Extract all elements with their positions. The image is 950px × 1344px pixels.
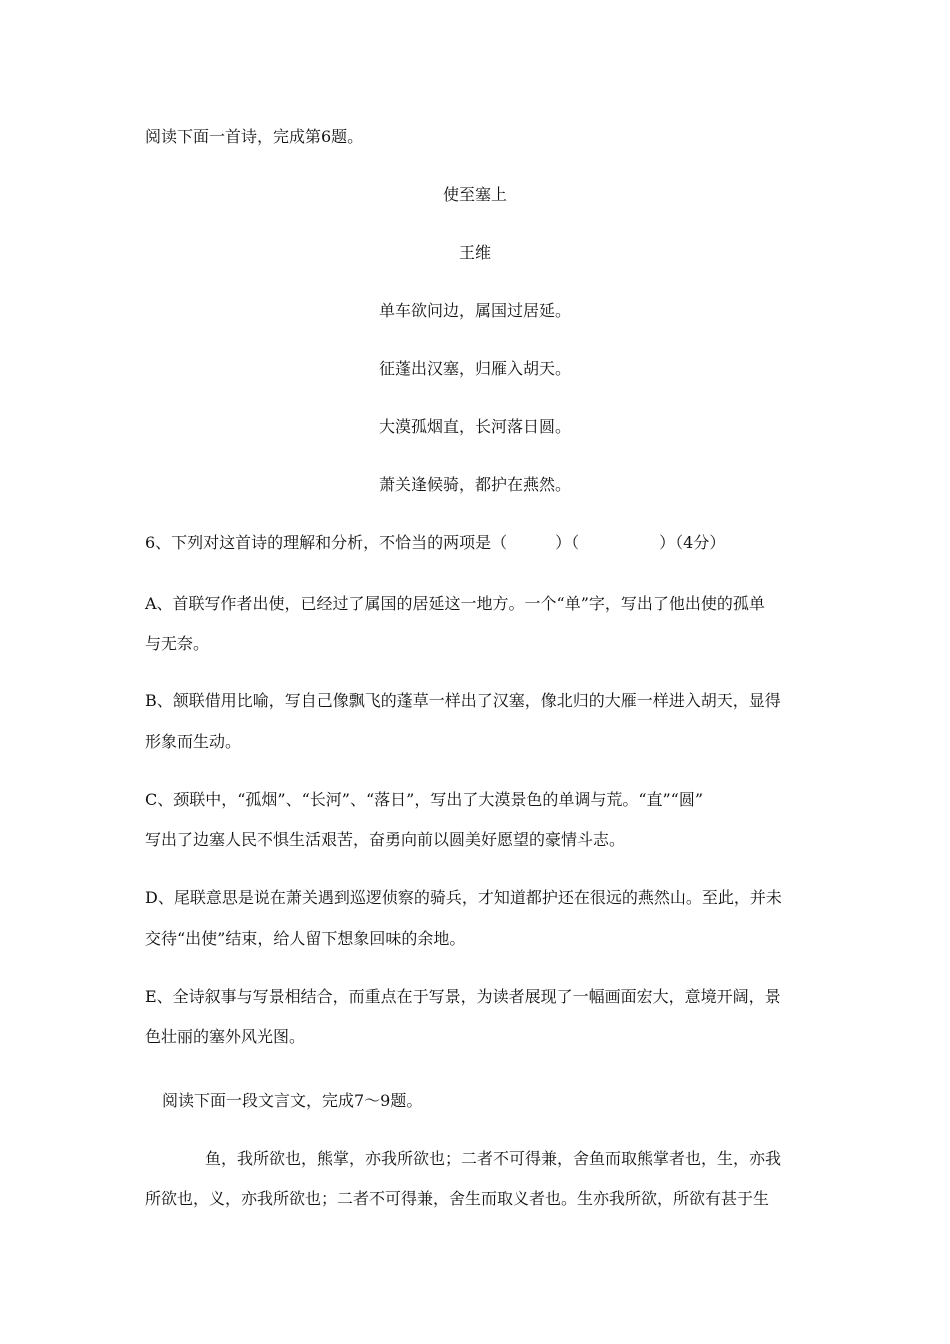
option-b-line1: B、颔联借用比喻，写自己像飘飞的蓬草一样出了汉塞，像北归的大雁一样进入胡天，显得 [145, 691, 781, 710]
option-c-line1: C、颈联中，“孤烟”、“长河”、“落日”，写出了大漠景色的单调与荒。“直”“圆” [145, 790, 704, 809]
question-6-stem: 6、下列对这首诗的理解和分析，不恰当的两项是（ ）（ ）（4分） [145, 533, 726, 552]
prose-instruction: 阅读下面一段文言文，完成7～9题。 [162, 1091, 423, 1110]
option-d-line1: D、尾联意思是说在萧关遇到巡逻侦察的骑兵，才知道都护还在很远的燕然山。至此，并未 [145, 888, 782, 907]
prose-line1: 鱼，我所欲也，熊掌，亦我所欲也；二者不可得兼，舍鱼而取熊掌者也，生，亦我 [205, 1149, 782, 1168]
poem-line: 征蓬出汉塞，归雁入胡天。 [378, 359, 571, 378]
option-d-line2: 交待“出使”结束，给人留下想象回味的余地。 [145, 929, 466, 948]
prose-line2: 所欲也，义，亦我所欲也；二者不可得兼，舍生而取义者也。生亦我所欲，所欲有甚于生 [145, 1189, 770, 1208]
option-b-line2: 形象而生动。 [145, 732, 242, 751]
poem-instruction: 阅读下面一首诗，完成第6题。 [145, 127, 364, 146]
option-e-line2: 色壮丽的塞外风光图。 [145, 1027, 306, 1046]
poem-line: 大漠孤烟直，长河落日圆。 [378, 417, 571, 436]
option-a-line1: A、首联写作者出使，已经过了属国的居延这一地方。一个“单”字，写出了他出使的孤单 [145, 594, 765, 613]
option-a-line2: 与无奈。 [145, 634, 210, 653]
poem-title: 使至塞上 [442, 185, 507, 204]
poem-author: 王维 [458, 243, 491, 262]
poem-line: 萧关逢候骑，都护在燕然。 [378, 475, 571, 494]
option-e-line1: E、全诗叙事与写景相结合，而重点在于写景，为读者展现了一幅画面宏大，意境开阔，景 [145, 987, 781, 1006]
poem-line: 单车欲问边，属国过居延。 [378, 301, 571, 320]
option-c-line2: 写出了边塞人民不惧生活艰苦，奋勇向前以圆美好愿望的豪情斗志。 [145, 830, 626, 849]
